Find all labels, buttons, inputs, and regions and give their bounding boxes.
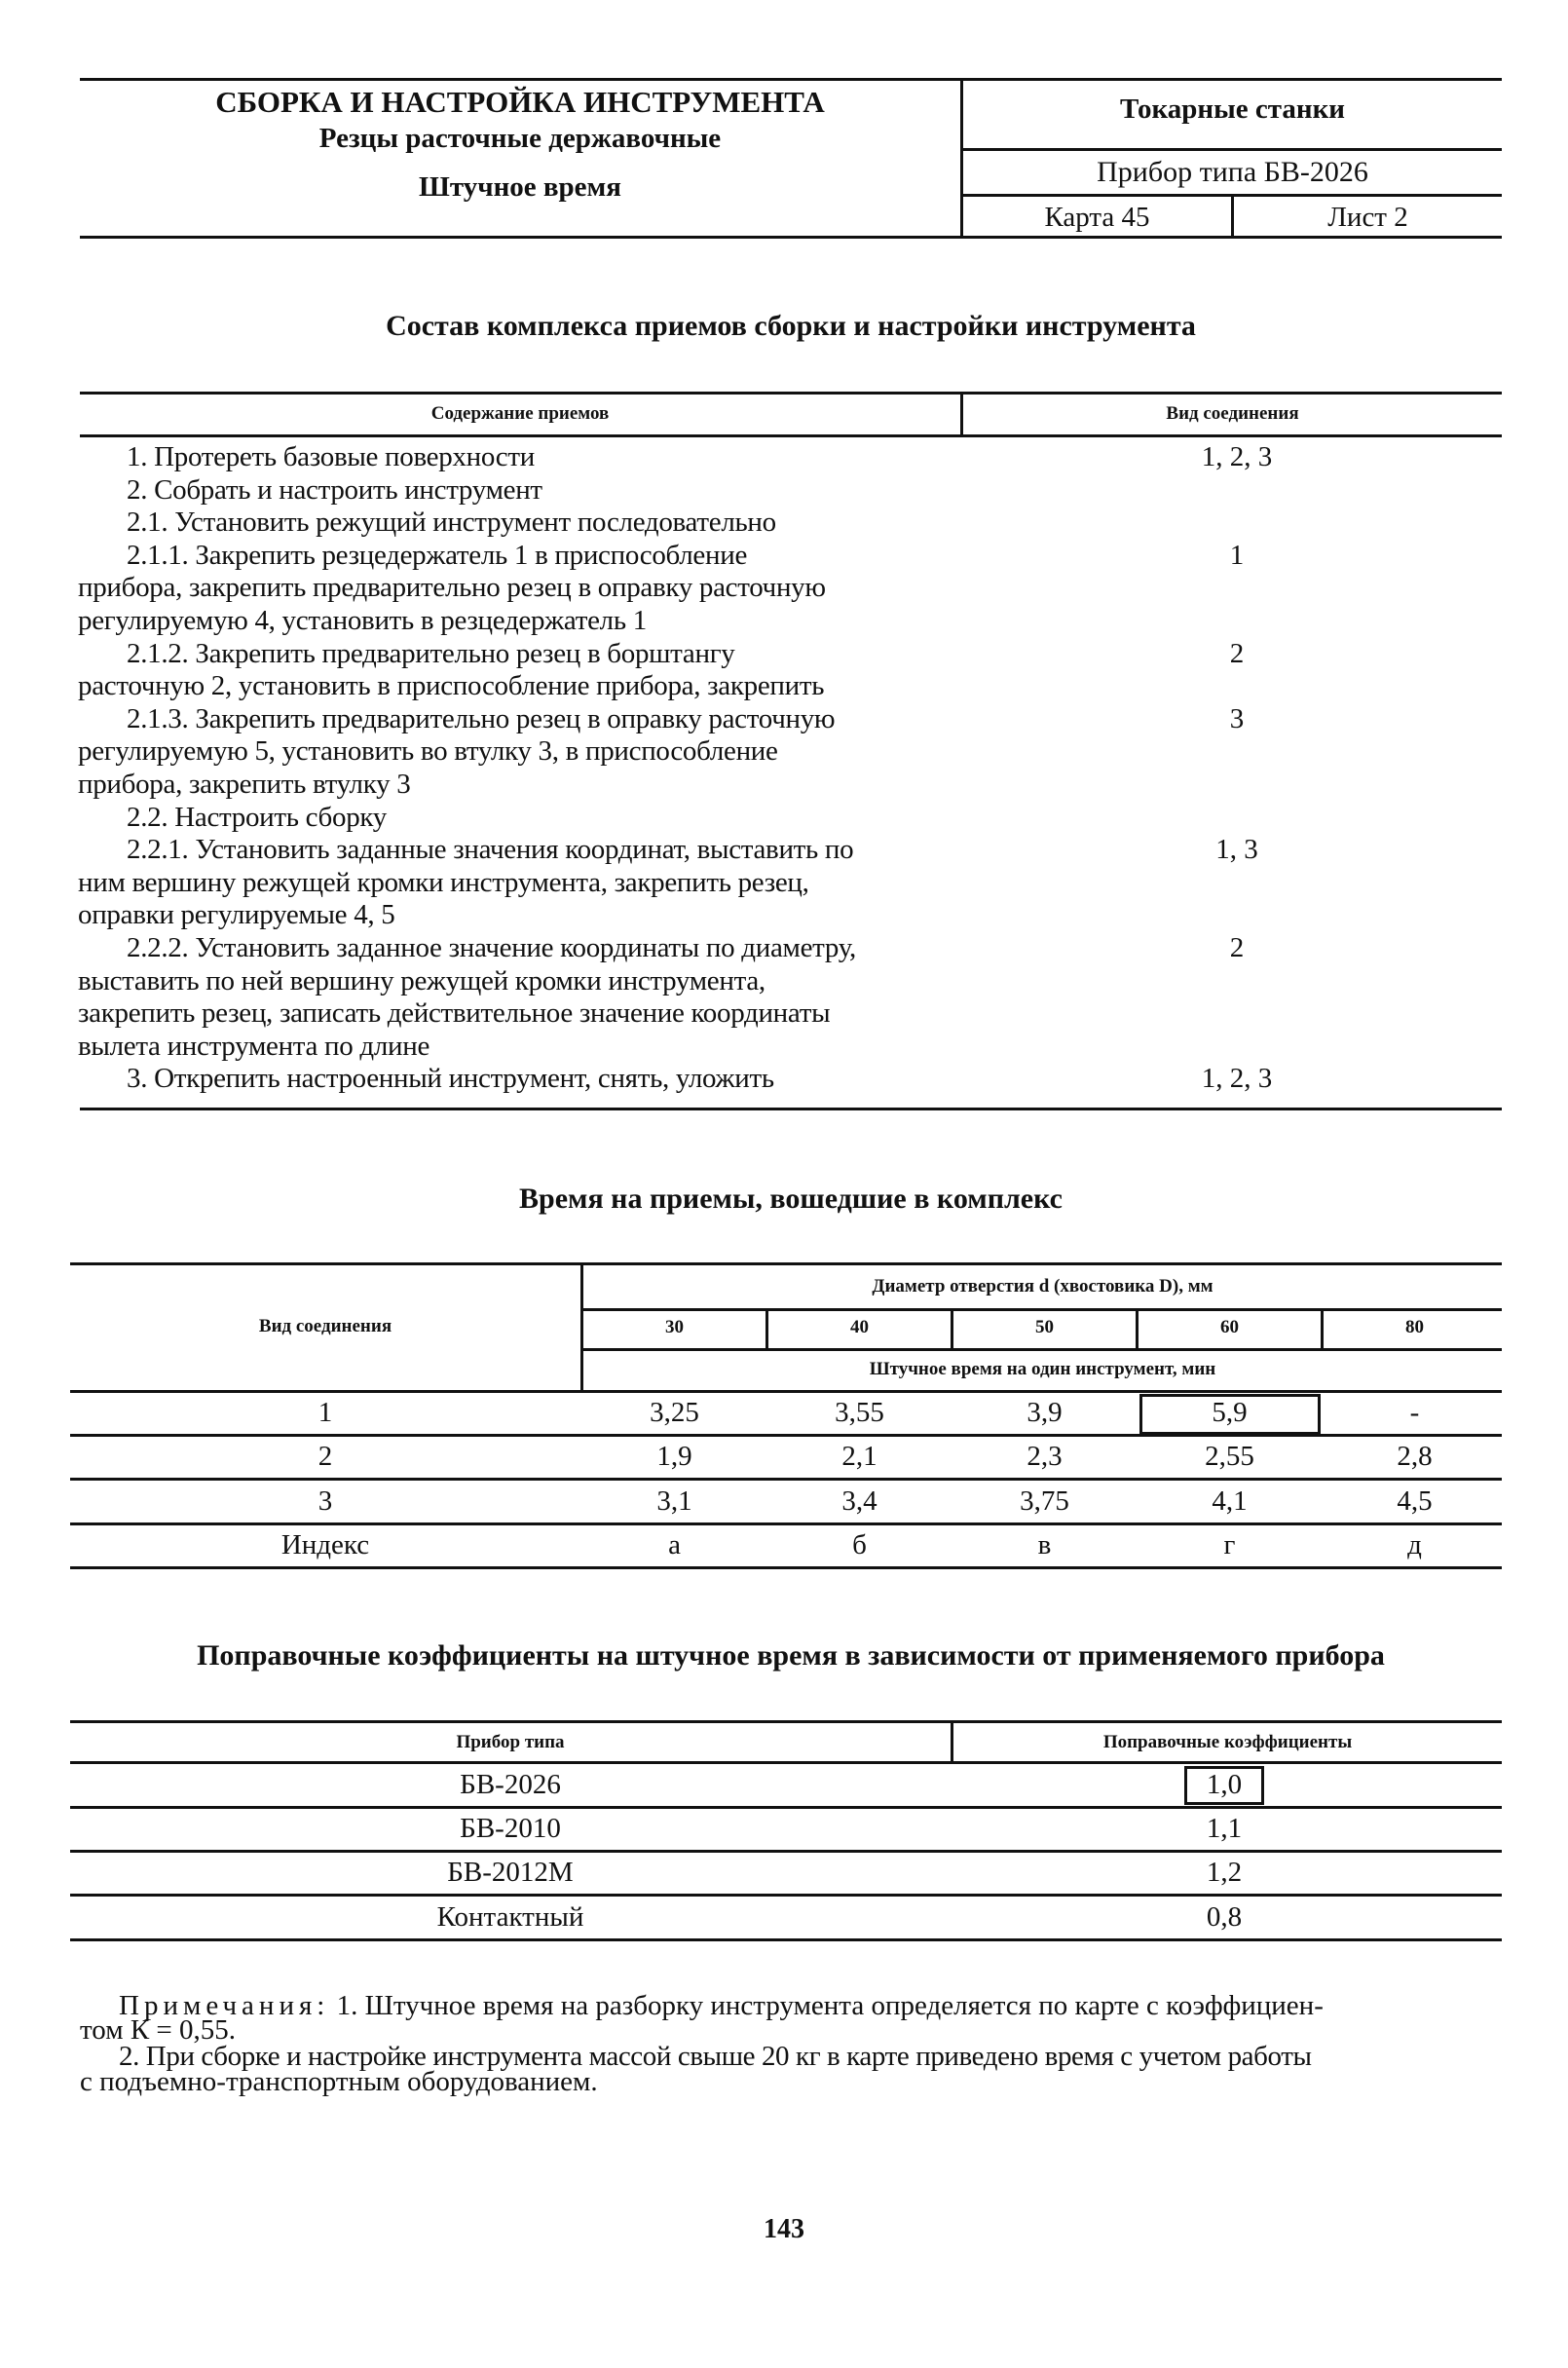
section1-line-value: 1, 2, 3 xyxy=(1201,1063,1273,1095)
section1-col-type: Вид соединения xyxy=(1166,403,1299,424)
notes-line-1 xyxy=(119,1989,1324,2022)
section1-line-value: 2 xyxy=(1229,637,1245,669)
section3-device: БВ-2010 xyxy=(460,1813,561,1844)
section2-row-label: Индекс xyxy=(280,1529,370,1560)
page-number: 143 xyxy=(764,2214,804,2244)
section2-cell: 2,3 xyxy=(1027,1441,1063,1472)
section2-diameter-header: Диаметр отверстия d (хвостовика D), мм xyxy=(872,1276,1213,1297)
section2-cell: в xyxy=(1037,1529,1052,1560)
section2-row-rule xyxy=(70,1566,1502,1569)
section1-line-text: 3. Открепить настроенный инструмент, снять, уложить xyxy=(127,1063,774,1095)
section2-diameter: 80 xyxy=(1405,1317,1424,1337)
section1-line-text: 2.2. Настроить сборку xyxy=(127,801,387,833)
section1-bottom-rule xyxy=(80,1108,1502,1110)
section2-diameter: 60 xyxy=(1220,1317,1239,1337)
section1-line-value: 1, 2, 3 xyxy=(1201,441,1273,472)
notes-label: Примечания: xyxy=(119,1990,330,2021)
section1-line-text: регулируемую 4, установить в резцедержатель 1 xyxy=(78,605,647,636)
section2-highlight-box xyxy=(1139,1394,1321,1435)
section3-device: БВ-2012М xyxy=(447,1857,574,1888)
section2-cell: 3,4 xyxy=(841,1485,877,1517)
section2-cell: 1,9 xyxy=(656,1441,692,1472)
section2-cell: д xyxy=(1407,1529,1422,1560)
header-top-rule xyxy=(80,78,1502,81)
section2-diameter: 40 xyxy=(850,1317,869,1337)
section1-line-text: регулируемую 5, установить во втулку 3, в приспособление xyxy=(78,735,778,768)
section2-cell: 2,55 xyxy=(1205,1441,1254,1472)
section1-line-value: 3 xyxy=(1229,702,1245,734)
header-card: Карта 45 xyxy=(1044,202,1150,233)
section1-line-text: ним вершину режущей кромки инструмента, закрепить резец, xyxy=(78,866,809,898)
header-right-rule-1 xyxy=(963,148,1502,151)
notes-note2-a: 2. При сборке и настройке инструмента массой свыше 20 кг в карте приведено время с учетом работы xyxy=(119,2041,1312,2072)
header-subtitle: Резцы расточные державочные xyxy=(318,123,722,154)
header-device: Прибор типа БВ-2026 xyxy=(1097,156,1368,188)
section2-diameter: 50 xyxy=(1035,1317,1054,1337)
section2-time-header: Штучное время на один инструмент, мин xyxy=(869,1359,1216,1379)
section2-cell: 5,9 xyxy=(1212,1397,1248,1428)
section1-line-text: 2. Собрать и настроить инструмент xyxy=(127,473,542,506)
section2-col-type: Вид соединения xyxy=(258,1316,392,1336)
section3-top-rule xyxy=(70,1720,1502,1723)
section2-cell: 4,1 xyxy=(1212,1485,1248,1517)
section3-row-rule xyxy=(70,1894,1502,1897)
section2-cell: а xyxy=(668,1529,681,1560)
section2-top-rule xyxy=(70,1262,1502,1265)
section1-line-value: 1, 3 xyxy=(1215,834,1258,866)
section2-cell: - xyxy=(1409,1397,1420,1428)
section2-row-label: 3 xyxy=(317,1485,333,1517)
section2-row-label: 2 xyxy=(317,1441,333,1472)
section2-cell: 3,9 xyxy=(1027,1397,1063,1428)
section3-coef: 0,8 xyxy=(1206,1901,1243,1933)
section1-line-text: 2.1.2. Закрепить предварительно резец в борштангу xyxy=(127,637,735,669)
section1-line-text: 2.1.1. Закрепить резцедержатель 1 в приспособление xyxy=(127,539,748,571)
section1-line-text: 2.1.3. Закрепить предварительно резец в оправку расточную xyxy=(127,702,836,734)
section1-line-text: 1. Протереть базовые поверхности xyxy=(127,441,535,472)
notes-note2-b: с подъемно-транспортным оборудованием. xyxy=(80,2066,598,2097)
section1-line-text: расточную 2, установить в приспособление прибора, закрепить xyxy=(78,670,825,702)
section2-cell: 2,8 xyxy=(1397,1441,1433,1472)
section2-row-rule xyxy=(70,1478,1502,1481)
notes-note1-b: том К = 0,55. xyxy=(80,2014,237,2046)
section1-line-text: оправки регулируемые 4, 5 xyxy=(78,899,395,931)
section2-cell: 3,75 xyxy=(1020,1485,1069,1517)
section3-device: БВ-2026 xyxy=(460,1769,561,1800)
section2-cell: 3,1 xyxy=(656,1485,692,1517)
header-machine: Токарные станки xyxy=(1119,94,1345,125)
section1-header-rule xyxy=(80,434,1502,437)
section2-cell: 2,1 xyxy=(841,1441,877,1472)
section3-device: Контактный xyxy=(436,1901,584,1933)
header-sheet: Лист 2 xyxy=(1327,202,1408,233)
section2-cell: 3,25 xyxy=(650,1397,699,1428)
section1-line-value: 1 xyxy=(1229,539,1245,571)
header-bottom-rule xyxy=(80,236,1502,239)
section2-cell: 4,5 xyxy=(1397,1485,1433,1517)
section2-title: Время на приемы, вошедшие в комплекс xyxy=(519,1183,1063,1215)
section1-line-text: прибора, закрепить втулку 3 xyxy=(78,769,411,800)
header-title: СБОРКА И НАСТРОЙКА ИНСТРУМЕНТА xyxy=(215,85,825,119)
section1-line-text: закрепить резец, записать действительное значение координаты xyxy=(78,997,831,1030)
section2-diameter: 30 xyxy=(665,1317,684,1337)
section3-header-rule xyxy=(70,1761,1502,1764)
section3-highlight-box xyxy=(1184,1766,1264,1805)
section1-line-value: 2 xyxy=(1229,932,1245,963)
section3-title: Поправочные коэффициенты на штучное время в зависимости от применяемого прибора xyxy=(197,1639,1385,1672)
section1-line-text: 2.2.1. Установить заданные значения координат, выставить по xyxy=(127,834,854,866)
section1-col-content: Содержание приемов xyxy=(430,403,610,424)
section1-line-text: вылета инструмента по длине xyxy=(78,1030,430,1062)
section3-row-rule xyxy=(70,1938,1502,1941)
section3-col-device: Прибор типа xyxy=(456,1732,565,1752)
section1-line-text: прибора, закрепить предварительно резец в оправку расточную xyxy=(78,572,826,604)
section1-top-rule xyxy=(80,392,1502,395)
section2-row-label: 1 xyxy=(317,1397,333,1428)
header-subtitle2: Штучное время xyxy=(419,171,621,203)
section1-line-text: 2.2.2. Установить заданное значение координаты по диаметру, xyxy=(127,932,856,963)
section2-cell: 3,55 xyxy=(835,1397,884,1428)
section3-coef: 1,2 xyxy=(1206,1857,1243,1888)
section1-line-text: 2.1. Установить режущий инструмент последовательно xyxy=(127,507,776,539)
section3-coef: 1,1 xyxy=(1206,1813,1243,1844)
section3-col-coef: Поправочные коэффициенты xyxy=(1102,1732,1353,1752)
section2-diamval-rule xyxy=(583,1348,1502,1351)
section1-title: Состав комплекса приемов сборки и настройки инструмента xyxy=(386,310,1196,342)
section2-cell: г xyxy=(1223,1529,1236,1560)
section3-coef: 1,0 xyxy=(1206,1769,1243,1800)
section2-cell: б xyxy=(852,1529,867,1560)
notes-note1-a: 1. Штучное время на разборку инструмента определяется по карте с коэффициен- xyxy=(329,1990,1324,2021)
section1-line-text: выставить по ней вершину режущей кромки инструмента, xyxy=(78,964,765,996)
